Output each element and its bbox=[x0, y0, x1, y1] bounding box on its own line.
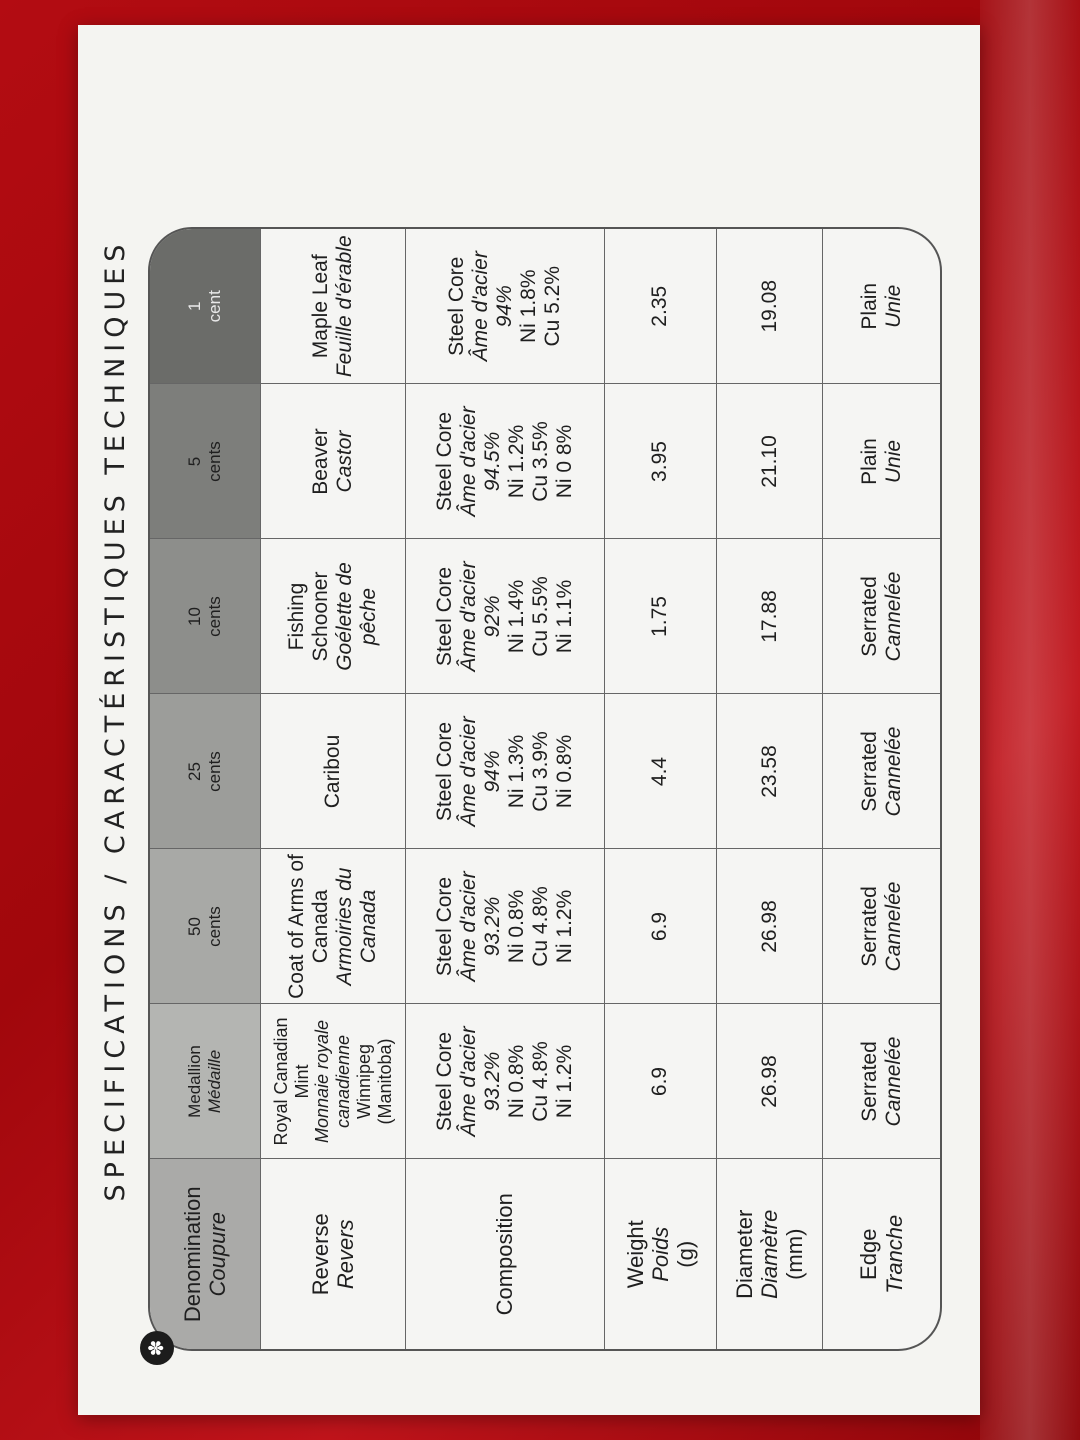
weight-cell: 2.35 bbox=[604, 229, 717, 384]
row-label-en: Diameter bbox=[731, 1209, 757, 1299]
composition-cell bbox=[406, 229, 604, 384]
cell-line: Cu 5.5% bbox=[529, 576, 553, 657]
cell-line: Ni 1.2% bbox=[505, 424, 529, 499]
maple-leaf-icon: ✽ bbox=[140, 1331, 174, 1365]
cell-fr: Âme d'acier 94% bbox=[468, 251, 516, 362]
diameter-cell: 26.98 bbox=[717, 849, 823, 1004]
header-row bbox=[150, 229, 260, 1349]
edge-cell bbox=[823, 694, 940, 849]
card-content bbox=[78, 25, 980, 1415]
col-header-en: Medallion bbox=[185, 1045, 205, 1118]
reverse-row-header bbox=[260, 1159, 405, 1349]
col-header-25 bbox=[150, 694, 260, 849]
weight-cell: 3.95 bbox=[604, 384, 717, 539]
row-label-fr: Poids bbox=[647, 1226, 673, 1282]
cell-en: Serrated bbox=[857, 731, 881, 812]
edge-cell bbox=[823, 1004, 940, 1159]
cell-en: Serrated bbox=[857, 886, 881, 967]
cell-fr: Feuille d'érable bbox=[333, 235, 357, 378]
edge-row-header bbox=[823, 1159, 940, 1349]
weight-cell: 1.75 bbox=[604, 539, 717, 694]
row-label-en: Reverse bbox=[307, 1213, 333, 1296]
diameter-cell: 17.88 bbox=[717, 539, 823, 694]
row-label-fr: Diamètre bbox=[757, 1209, 783, 1299]
cell-line: Cu 4.8% bbox=[529, 1041, 553, 1122]
col-header-5 bbox=[150, 384, 260, 539]
edge-cell bbox=[823, 849, 940, 1004]
cell-fr: Âme d'acier 94% bbox=[456, 716, 504, 827]
row-label-en: Weight bbox=[622, 1220, 648, 1289]
col-header-fr: cents bbox=[204, 441, 224, 482]
reverse-cell bbox=[260, 849, 405, 1004]
weight-cell: 6.9 bbox=[604, 1004, 717, 1159]
cell-en: Maple Leaf bbox=[309, 254, 333, 359]
cell-en: Coat of Arms of Canada bbox=[284, 854, 333, 999]
composition-cell bbox=[406, 849, 604, 1004]
cell-line: Cu 3.5% bbox=[529, 421, 553, 502]
cell-fr: Unie bbox=[881, 284, 905, 328]
cell-en: Plain bbox=[857, 438, 881, 485]
weight-cell: 4.4 bbox=[604, 694, 717, 849]
cell-en: Steel Core bbox=[432, 876, 456, 977]
cell-line: Ni 1.2% bbox=[553, 889, 577, 964]
edge-cell bbox=[823, 539, 940, 694]
spec-table bbox=[150, 229, 940, 1349]
row-unit: (g) bbox=[673, 1240, 699, 1268]
col-header-en: 25 bbox=[185, 762, 205, 781]
card-title: SPECIFICATIONS / CARACTÉRISTIQUES TECHNIQUES bbox=[100, 238, 131, 1202]
cell-en: Serrated bbox=[857, 1041, 881, 1122]
cell-en: Plain bbox=[857, 282, 881, 330]
col-header-fr: cents bbox=[204, 751, 224, 792]
composition-row-header: Composition bbox=[406, 1159, 604, 1349]
col-header-50 bbox=[150, 849, 260, 1004]
row-label-fr: Revers bbox=[333, 1219, 359, 1290]
diameter-cell: 23.58 bbox=[717, 694, 823, 849]
surface-glare bbox=[980, 0, 1080, 1440]
diameter-row bbox=[717, 229, 823, 1349]
cell-line: Cu 4.8% bbox=[529, 886, 553, 967]
spec-card bbox=[78, 25, 980, 1415]
cell-en: Steel Core bbox=[444, 256, 468, 356]
composition-cell bbox=[406, 384, 604, 539]
cell-fr: Âme d'acier 94.5% bbox=[456, 406, 504, 517]
cell-line: Ni 1.3% bbox=[505, 734, 529, 809]
col-header-fr: cents bbox=[204, 596, 224, 637]
diameter-cell: 26.98 bbox=[717, 1004, 823, 1159]
cell-fr: Monnaie royale canadienne bbox=[312, 1019, 354, 1144]
cell-fr: Cannelée bbox=[881, 1036, 905, 1127]
cell-en: Fishing Schooner bbox=[284, 571, 333, 662]
edge-row bbox=[823, 229, 940, 1349]
weight-row bbox=[604, 229, 717, 1349]
cell-fr: Goélette de pêche bbox=[333, 562, 381, 671]
composition-cell bbox=[406, 1004, 604, 1159]
cell-en: Beaver bbox=[309, 428, 333, 495]
cell-en: Royal Canadian Mint bbox=[271, 1017, 312, 1146]
cell-line: Ni 0 8% bbox=[553, 424, 577, 499]
cell-fr: Cannelée bbox=[881, 726, 905, 817]
reverse-cell bbox=[260, 1004, 405, 1159]
cell-en: Steel Core bbox=[432, 1031, 456, 1132]
col-header-fr: cents bbox=[204, 906, 224, 947]
cell-line: Ni 0.8% bbox=[505, 1044, 529, 1119]
row-unit: (mm) bbox=[782, 1228, 808, 1280]
cell-line: Ni 1.1% bbox=[553, 579, 577, 654]
denomination-label-en: Denomination bbox=[179, 1186, 205, 1323]
composition-row bbox=[406, 229, 604, 1349]
reverse-row bbox=[260, 229, 405, 1349]
col-header-en: 5 bbox=[185, 456, 205, 467]
cell-fr: Armoiries du Canada bbox=[333, 867, 381, 986]
cell-line: Ni 1.2% bbox=[553, 1044, 577, 1119]
weight-cell: 6.9 bbox=[604, 849, 717, 1004]
cell-line: Cu 5.2% bbox=[541, 265, 565, 347]
cell-line: Ni 1.4% bbox=[505, 579, 529, 654]
cell-line: Ni 0.8% bbox=[505, 889, 529, 964]
cell-fr: Castor bbox=[333, 430, 357, 493]
col-header-fr: Médaille bbox=[204, 1049, 224, 1114]
denomination-header bbox=[150, 1159, 260, 1349]
col-header-10 bbox=[150, 539, 260, 694]
cell-fr: Âme d'acier 92% bbox=[456, 561, 504, 672]
col-header-fr: cent bbox=[204, 290, 224, 323]
col-header-1 bbox=[150, 229, 260, 384]
edge-cell bbox=[823, 384, 940, 539]
cell-line: Cu 3.9% bbox=[529, 731, 553, 812]
reverse-cell bbox=[260, 384, 405, 539]
cell-fr: Âme d'acier 93.2% bbox=[456, 871, 504, 982]
diameter-cell: 21.10 bbox=[717, 384, 823, 539]
cell-en: Steel Core bbox=[432, 566, 456, 667]
denomination-label-fr: Coupure bbox=[204, 1212, 230, 1297]
col-header-en: 10 bbox=[185, 607, 205, 626]
reverse-cell bbox=[260, 539, 405, 694]
col-header-en: 1 bbox=[185, 301, 205, 311]
cell-en: Serrated bbox=[857, 576, 881, 657]
weight-row-header bbox=[604, 1159, 717, 1349]
cell-fr: Cannelée bbox=[881, 881, 905, 972]
col-header-en: 50 bbox=[185, 917, 205, 936]
diameter-row-header bbox=[717, 1159, 823, 1349]
cell-fr: Unie bbox=[881, 439, 905, 484]
edge-cell bbox=[823, 229, 940, 384]
cell-extra: Winnipeg (Manitoba) bbox=[353, 1038, 395, 1125]
composition-cell bbox=[406, 694, 604, 849]
row-label-en: Edge bbox=[856, 1228, 882, 1280]
diameter-cell: 19.08 bbox=[717, 229, 823, 384]
col-header-medallion bbox=[150, 1004, 260, 1159]
cell-fr: Cannelée bbox=[881, 571, 905, 662]
composition-cell bbox=[406, 539, 604, 694]
cell-en: Steel Core bbox=[432, 411, 456, 512]
cell-line: Ni 1.8% bbox=[517, 269, 541, 344]
row-label-fr: Tranche bbox=[881, 1214, 907, 1294]
cell-en: Steel Core bbox=[432, 721, 456, 822]
cell-fr: Âme d'acier 93.2% bbox=[456, 1026, 504, 1137]
cell-en: Caribou bbox=[321, 734, 345, 809]
cell-line: Ni 0.8% bbox=[553, 734, 577, 809]
reverse-cell bbox=[260, 694, 405, 849]
spec-table-frame bbox=[148, 227, 942, 1351]
reverse-cell bbox=[260, 229, 405, 384]
